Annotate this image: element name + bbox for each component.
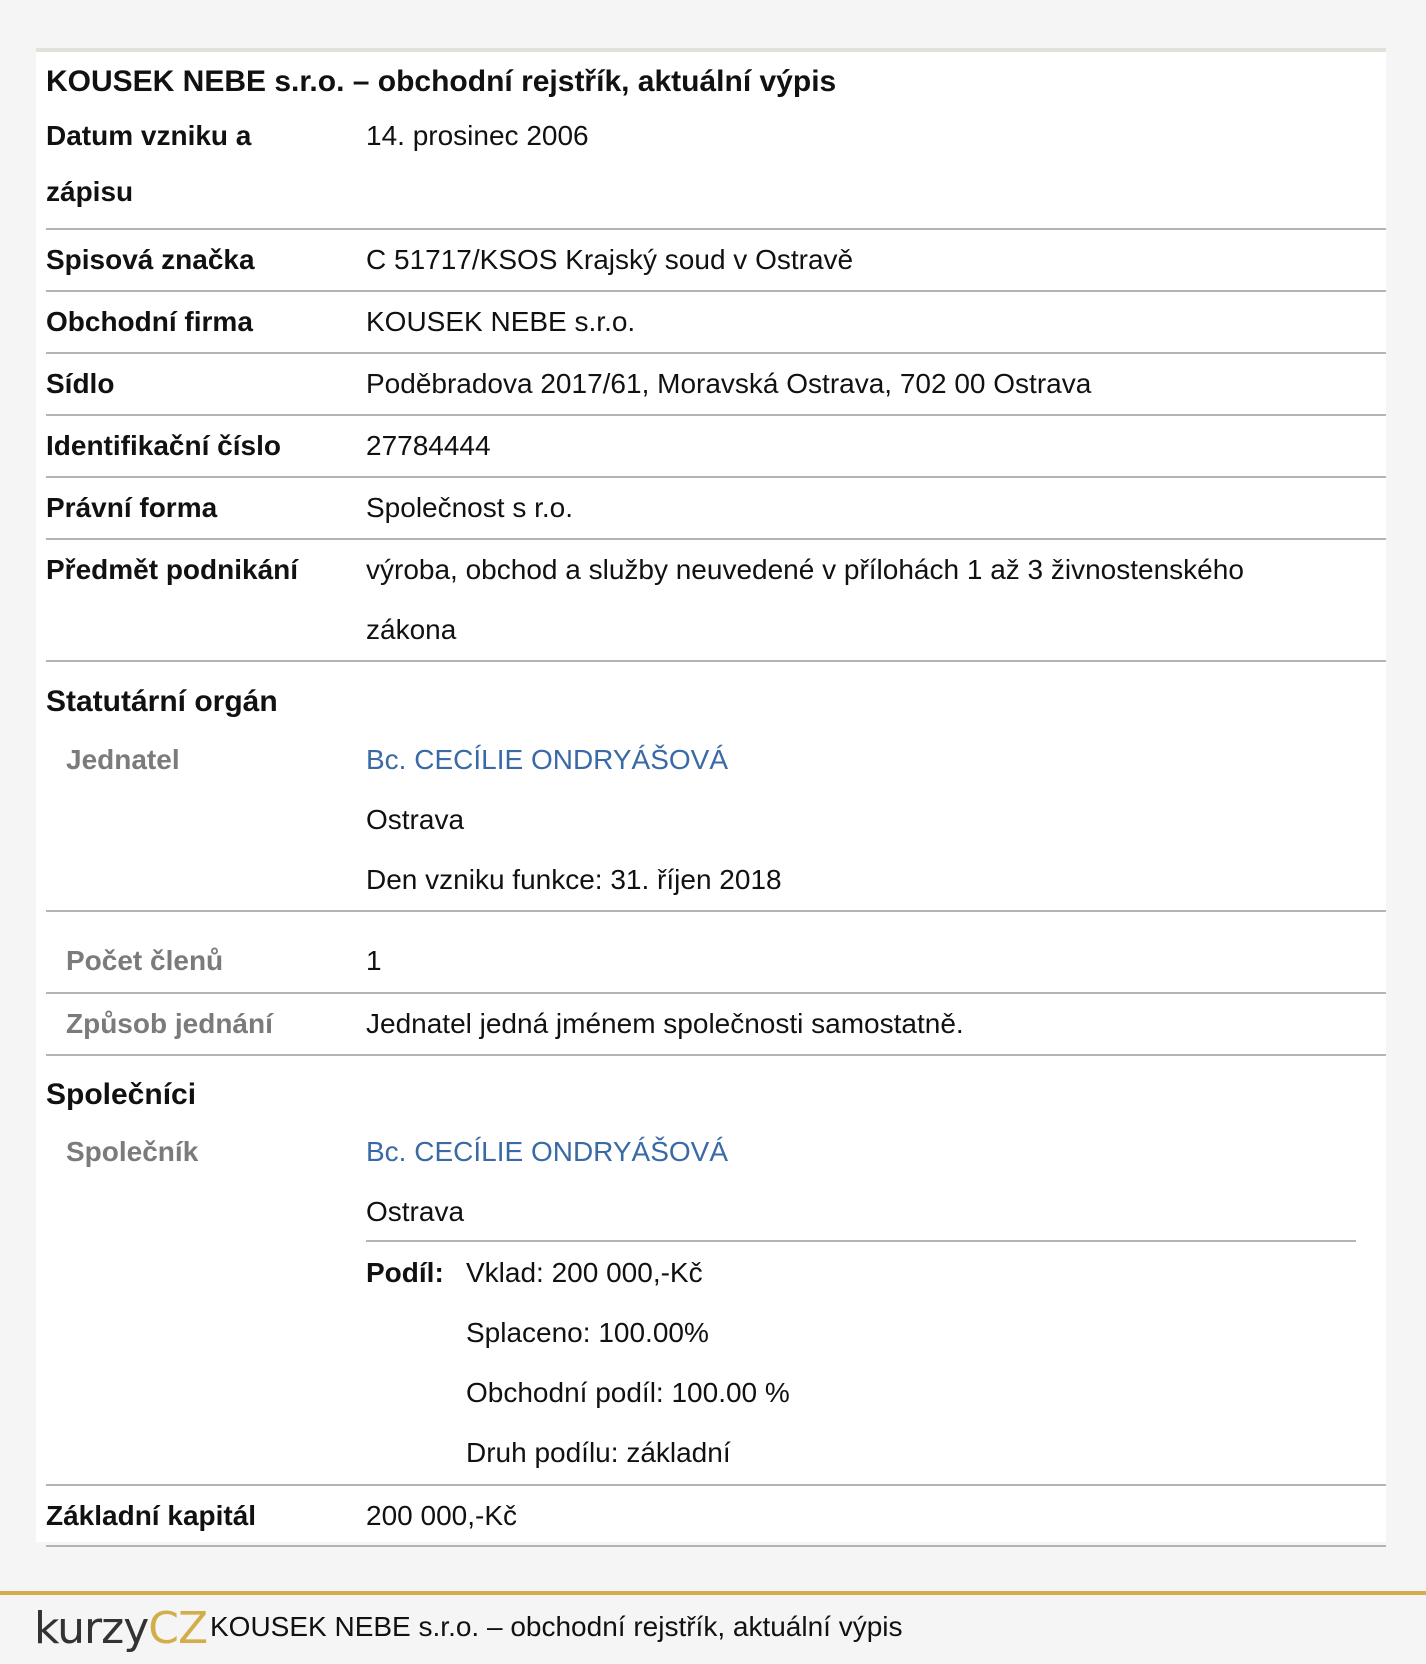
row-seat [46,354,1386,414]
row-value: 1 [366,945,382,976]
share-paid: Splaceno: 100.00% [466,1317,709,1348]
section-heading-partners: Společníci [46,1078,197,1111]
divider [46,660,1386,662]
row-value: 14. prosinec 2006 [366,120,589,151]
page-title: KOUSEK NEBE s.r.o. – obchodní rejstřík, aktuální výpis [46,65,837,98]
row-label: Identifikační číslo [46,430,281,461]
row-legal-form [46,478,1386,538]
row-founding-date [46,108,1386,228]
row-value: Společnost s r.o. [366,492,574,523]
row-id-number [46,416,1386,476]
row-member-count [46,931,1386,991]
kurzy-cz-logo[interactable] [34,1604,207,1654]
row-value: KOUSEK NEBE s.r.o. [366,306,636,337]
function-since: Den vzniku funkce: 31. říjen 2018 [366,864,782,895]
share-deposit: Vklad: 200 000,-Kč [466,1257,703,1288]
divider [46,910,1386,912]
person-city: Ostrava [366,804,465,835]
row-label: Počet členů [66,945,224,976]
divider [46,1054,1386,1056]
footer-title: KOUSEK NEBE s.r.o. – obchodní rejstřík, aktuální výpis [210,1611,903,1642]
row-value: Poděbradova 2017/61, Moravská Ostrava, 702 00 Ostrava [366,368,1092,399]
row-label: Sídlo [46,368,115,399]
logo-right: CZ [148,1603,208,1654]
row-label: Předmět podnikání [46,554,299,585]
row-file-number [46,230,1386,290]
row-business-activity [46,540,1386,660]
partner [46,1122,1386,1242]
row-label: Spisová značka [46,244,255,275]
share-ownership: Obchodní podíl: 100.00 % [466,1377,790,1408]
divider [366,1240,1356,1242]
person-city: Ostrava [366,1196,465,1227]
share-label: Podíl: [366,1257,444,1288]
role-label: Jednatel [66,744,180,775]
section-heading-statutory: Statutární orgán [46,685,278,718]
statutory-member [46,730,1386,910]
row-company-name [46,292,1386,352]
person-name-link[interactable]: Bc. CECÍLIE ONDRYÁŠOVÁ [366,1136,729,1167]
row-label: Obchodní firma [46,306,253,337]
row-value: C 51717/KSOS Krajský soud v Ostravě [366,244,854,275]
divider [46,1545,1386,1547]
role-label: Společník [66,1136,199,1167]
row-label: Datum vzniku a [46,120,252,151]
row-label: Způsob jednání [66,1008,273,1039]
person-name-link[interactable]: Bc. CECÍLIE ONDRYÁŠOVÁ [366,744,729,775]
row-value-cont: zákona [366,614,457,645]
row-value: 200 000,-Kč [366,1500,517,1531]
logo-left: kurzy [34,1603,149,1654]
share-type: Druh podílu: základní [466,1437,731,1468]
row-value: výroba, obchod a služby neuvedené v přílohách 1 až 3 živnostenského [366,554,1244,585]
row-capital [46,1486,1386,1546]
row-acting-method [46,994,1386,1054]
row-label-cont: zápisu [46,176,134,207]
row-value: 27784444 [366,430,491,461]
row-label: Právní forma [46,492,218,523]
row-value: Jednatel jedná jménem společnosti samostatně. [366,1008,964,1039]
row-label: Základní kapitál [46,1500,257,1531]
